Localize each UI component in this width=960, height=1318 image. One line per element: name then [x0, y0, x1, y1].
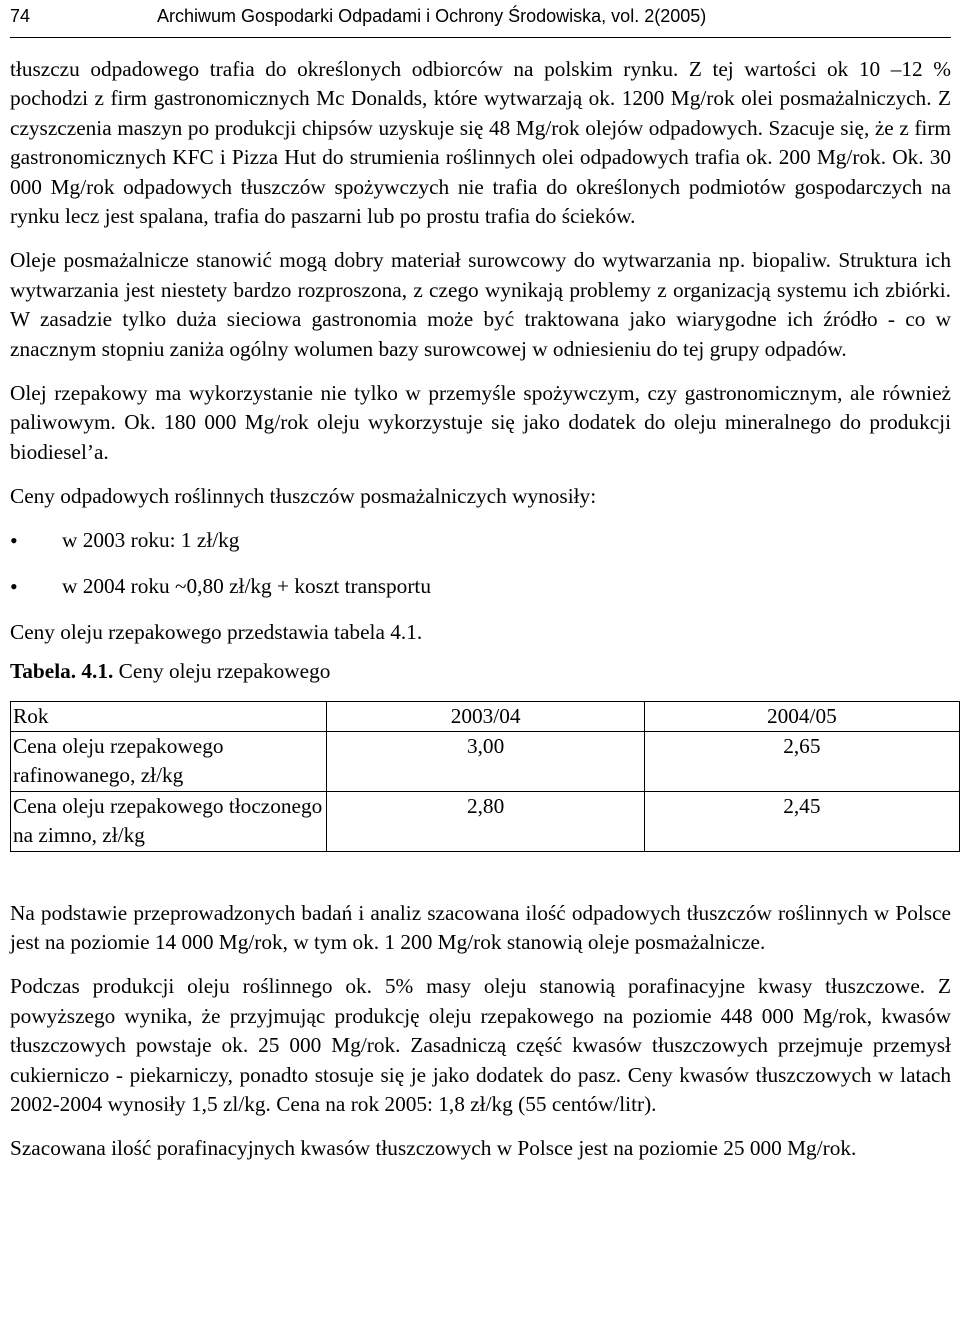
bullet-icon: •: [10, 573, 18, 599]
table-cell: 2,45: [644, 791, 959, 851]
table-cell: 2,65: [644, 731, 959, 791]
table-cell: 2,80: [327, 791, 644, 851]
table-caption-text: Ceny oleju rzepakowego: [113, 659, 331, 684]
bullet-icon: •: [10, 527, 18, 553]
paragraph: Podczas produkcji oleju roślinnego ok. 5% masy oleju stanowią porafinacyjne kwasy tłuszczowe. Z powyższego wynika, że przyjmując produkcję oleju rzepakowego na poziomie 448 000 Mg/rok, kwasów tłuszczowych powstaje ok. 25 000 Mg/rok. Zasadniczą część kwasów tłuszczowych przejmuje przemysł cukierniczo - piekarniczy, ponadto stosuje się je jako dodatek do pasz. Ceny kwasów tłuszczowych w latach 2002-2004 wynosiły 1,5 zl/kg. Cena na rok 2005: 1,8 zł/kg (55 centów/litr).: [10, 974, 951, 1116]
running-header: [10, 0, 951, 38]
table-cell: 3,00: [327, 731, 644, 791]
paragraph: Oleje posmażalnicze stanowić mogą dobry materiał surowcowy do wytwarzania np. biopaliw. Struktura ich wytwarzania jest niestety bardzo rozproszona, z czego wynikają problemy z organizacją systemu ich zbiórki. W zasadzie tylko duża sieciowa gastronomia może być traktowana jako wiarygodne ich źródło - co w znacznym stopniu zaniża ogólny wolumen bazy surowcowej w odniesieniu do tej grupy odpadów.: [10, 248, 951, 361]
price-table: [10, 701, 960, 852]
table-row: [11, 791, 960, 851]
paragraph: tłuszczu odpadowego trafia do określonych odbiorców na polskim rynku. Z tej wartości ok 10 –12 % pochodzi z firm gastronomicznych Mc Donalds, które wytwarzają ok. 1200 Mg/rok olei posmażalniczych. Z czyszczenia maszyn po produkcji chipsów uzyskuje się 48 Mg/rok olejów odpadowych. Szacuje się, że z firm gastronomicznych KFC i Pizza Hut do strumienia roślinnych olei odpadowych trafia ok. 200 Mg/rok. Ok. 30 000 Mg/rok odpadowych tłuszczów spożywczych nie trafia do określonych podmiotów gospodarczych na rynku lecz jest spalana, trafia do paszarni lub po prostu trafia do ścieków.: [10, 57, 951, 229]
paragraph: Szacowana ilość porafinacyjnych kwasów tłuszczowych w Polsce jest na poziomie 25 000 Mg/rok.: [10, 1136, 857, 1161]
journal-title: Archiwum Gospodarki Odpadami i Ochrony Środowiska, vol. 2(2005): [157, 6, 707, 26]
document-body: [10, 55, 951, 1164]
table-row: [11, 731, 960, 791]
table-intro: Ceny oleju rzepakowego przedstawia tabela 4.1.: [10, 619, 423, 644]
table-cell: Cena oleju rzepakowego rafinowanego, zł/kg: [11, 731, 327, 791]
paragraph: Na podstawie przeprowadzonych badań i analiz szacowana ilość odpadowych tłuszczów roślinnych w Polsce jest na poziomie 14 000 Mg/rok, w tym ok. 1 200 Mg/rok stanowią oleje posmażalnicze.: [10, 900, 951, 954]
paragraph: Olej rzepakowy ma wykorzystanie nie tylko w przemyśle spożywczym, czy gastronomicznym, ale również paliwowym. Ok. 180 000 Mg/rok oleju wykorzystuje się jako dodatek do oleju mineralnego do produkcji biodiesel’a.: [10, 381, 951, 464]
table-caption: [10, 657, 951, 686]
column-header: Rok: [11, 701, 327, 731]
list-item: • w 2003 roku: 1 zł/kg: [10, 526, 951, 572]
table-caption-label: Tabela. 4.1.: [10, 659, 114, 684]
page-number: 74: [10, 6, 31, 26]
column-header: 2003/04: [327, 701, 644, 731]
price-list: [10, 526, 951, 618]
table-cell: Cena oleju rzepakowego tłoczonego na zimno, zł/kg: [11, 791, 327, 851]
paragraph: Ceny odpadowych roślinnych tłuszczów posmażalniczych wynosiły:: [10, 484, 597, 509]
table-header-row: [11, 701, 960, 731]
list-item: • w 2004 roku ~0,80 zł/kg + koszt transportu: [10, 572, 951, 618]
column-header: 2004/05: [644, 701, 959, 731]
